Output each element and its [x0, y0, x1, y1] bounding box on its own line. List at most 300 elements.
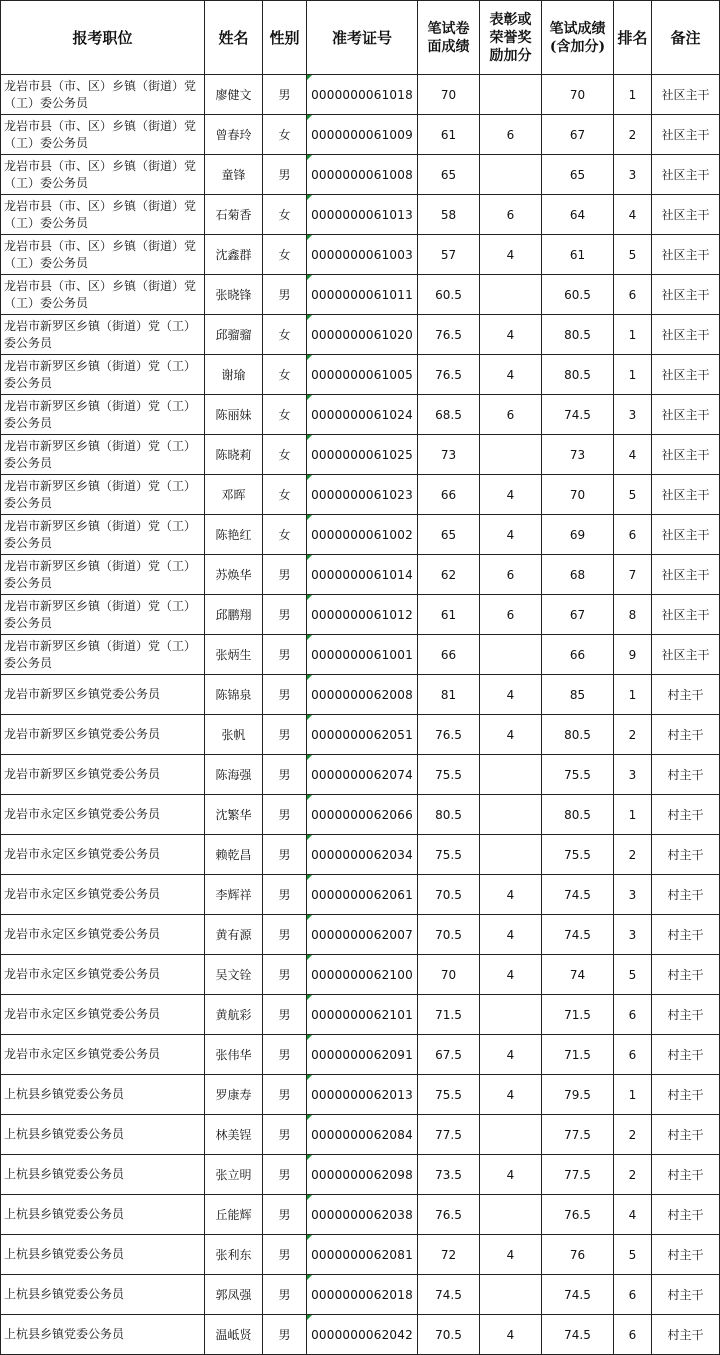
cell-total-score: 80.5: [542, 355, 614, 395]
cell-bonus: [480, 1275, 542, 1315]
cell-rank: 3: [614, 915, 652, 955]
cell-position: 龙岩市新罗区乡镇（街道）党（工）委公务员: [1, 435, 205, 475]
cell-position: 上杭县乡镇党委公务员: [1, 1115, 205, 1155]
ticket-number: 0000000061013: [311, 207, 413, 222]
cell-position: 龙岩市县（市、区）乡镇（街道）党（工）委公务员: [1, 115, 205, 155]
cell-written-score: 73.5: [418, 1155, 480, 1195]
cell-marker-icon: [307, 755, 312, 760]
cell-bonus: [480, 75, 542, 115]
cell-name: 黄航彩: [205, 995, 263, 1035]
cell-note: 社区主干: [652, 195, 720, 235]
cell-marker-icon: [307, 1155, 312, 1160]
table-row: [1, 875, 720, 915]
cell-name: 邱骝骝: [205, 315, 263, 355]
ticket-number: 0000000062013: [311, 1087, 413, 1102]
table-header: [1, 1, 720, 75]
table-row: [1, 395, 720, 435]
cell-rank: 5: [614, 1235, 652, 1275]
cell-position: 龙岩市永定区乡镇党委公务员: [1, 955, 205, 995]
cell-ticket: [307, 395, 418, 435]
cell-marker-icon: [307, 355, 312, 360]
cell-position: 龙岩市新罗区乡镇（街道）党（工）委公务员: [1, 635, 205, 675]
cell-total-score: 73: [542, 435, 614, 475]
cell-bonus: 4: [480, 955, 542, 995]
cell-marker-icon: [307, 635, 312, 640]
table-row: [1, 235, 720, 275]
cell-marker-icon: [307, 915, 312, 920]
cell-name: 廖健文: [205, 75, 263, 115]
ticket-number: 0000000062084: [311, 1127, 413, 1142]
table-row: [1, 835, 720, 875]
cell-total-score: 75.5: [542, 755, 614, 795]
cell-gender: 男: [263, 1075, 307, 1115]
cell-note: 社区主干: [652, 635, 720, 675]
table-row: [1, 1275, 720, 1315]
cell-marker-icon: [307, 555, 312, 560]
ticket-number: 0000000062018: [311, 1287, 413, 1302]
cell-position: 龙岩市新罗区乡镇（街道）党（工）委公务员: [1, 355, 205, 395]
cell-note: 村主干: [652, 1315, 720, 1355]
table-row: [1, 795, 720, 835]
cell-total-score: 80.5: [542, 315, 614, 355]
cell-bonus: 4: [480, 1235, 542, 1275]
cell-rank: 5: [614, 235, 652, 275]
cell-position: 上杭县乡镇党委公务员: [1, 1275, 205, 1315]
cell-written-score: 75.5: [418, 755, 480, 795]
cell-rank: 3: [614, 155, 652, 195]
cell-gender: 男: [263, 155, 307, 195]
cell-total-score: 85: [542, 675, 614, 715]
cell-total-score: 77.5: [542, 1155, 614, 1195]
header-rank: 排名: [614, 1, 652, 75]
cell-name: 陈晓莉: [205, 435, 263, 475]
cell-bonus: 4: [480, 715, 542, 755]
cell-marker-icon: [307, 595, 312, 600]
cell-gender: 男: [263, 715, 307, 755]
cell-ticket: [307, 435, 418, 475]
cell-written-score: 65: [418, 155, 480, 195]
cell-ticket: [307, 1235, 418, 1275]
cell-rank: 1: [614, 75, 652, 115]
cell-bonus: 6: [480, 555, 542, 595]
cell-written-score: 67.5: [418, 1035, 480, 1075]
cell-position: 龙岩市永定区乡镇党委公务员: [1, 1035, 205, 1075]
cell-rank: 1: [614, 1075, 652, 1115]
cell-written-score: 66: [418, 475, 480, 515]
cell-marker-icon: [307, 195, 312, 200]
cell-marker-icon: [307, 115, 312, 120]
cell-gender: 男: [263, 835, 307, 875]
cell-rank: 3: [614, 875, 652, 915]
cell-written-score: 73: [418, 435, 480, 475]
cell-bonus: [480, 635, 542, 675]
header-note: 备注: [652, 1, 720, 75]
cell-name: 陈艳红: [205, 515, 263, 555]
cell-ticket: [307, 1315, 418, 1355]
header-bonus: 表彰或荣誉奖励加分: [480, 1, 542, 75]
cell-marker-icon: [307, 235, 312, 240]
cell-rank: 1: [614, 795, 652, 835]
ticket-number: 0000000061018: [311, 87, 413, 102]
cell-position: 龙岩市县（市、区）乡镇（街道）党（工）委公务员: [1, 75, 205, 115]
cell-ticket: [307, 1195, 418, 1235]
cell-position: 龙岩市新罗区乡镇党委公务员: [1, 715, 205, 755]
cell-bonus: [480, 995, 542, 1035]
cell-marker-icon: [307, 395, 312, 400]
ticket-number: 0000000061008: [311, 167, 413, 182]
cell-bonus: [480, 435, 542, 475]
cell-gender: 女: [263, 355, 307, 395]
cell-note: 村主干: [652, 1155, 720, 1195]
cell-name: 陈海强: [205, 755, 263, 795]
cell-position: 龙岩市新罗区乡镇党委公务员: [1, 675, 205, 715]
header-position: 报考职位: [1, 1, 205, 75]
cell-marker-icon: [307, 715, 312, 720]
cell-marker-icon: [307, 155, 312, 160]
cell-marker-icon: [307, 275, 312, 280]
cell-note: 村主干: [652, 875, 720, 915]
ticket-number: 0000000061023: [311, 487, 413, 502]
header-name: 姓名: [205, 1, 263, 75]
cell-bonus: [480, 1195, 542, 1235]
cell-total-score: 69: [542, 515, 614, 555]
cell-bonus: [480, 155, 542, 195]
cell-gender: 男: [263, 755, 307, 795]
cell-written-score: 58: [418, 195, 480, 235]
table-row: [1, 595, 720, 635]
cell-position: 龙岩市新罗区乡镇（街道）党（工）委公务员: [1, 595, 205, 635]
table-row: [1, 155, 720, 195]
cell-marker-icon: [307, 1195, 312, 1200]
header-total: 笔试成绩(含加分): [542, 1, 614, 75]
cell-position: 龙岩市新罗区乡镇（街道）党（工）委公务员: [1, 475, 205, 515]
cell-marker-icon: [307, 475, 312, 480]
cell-ticket: [307, 635, 418, 675]
ticket-number: 0000000062091: [311, 1047, 413, 1062]
cell-ticket: [307, 555, 418, 595]
cell-position: 龙岩市新罗区乡镇（街道）党（工）委公务员: [1, 395, 205, 435]
cell-written-score: 70: [418, 75, 480, 115]
cell-note: 村主干: [652, 835, 720, 875]
cell-gender: 女: [263, 435, 307, 475]
cell-bonus: 6: [480, 395, 542, 435]
cell-marker-icon: [307, 435, 312, 440]
cell-total-score: 74: [542, 955, 614, 995]
cell-rank: 4: [614, 435, 652, 475]
cell-rank: 3: [614, 755, 652, 795]
cell-gender: 男: [263, 795, 307, 835]
cell-note: 社区主干: [652, 515, 720, 555]
cell-marker-icon: [307, 1235, 312, 1240]
cell-gender: 男: [263, 1115, 307, 1155]
cell-gender: 女: [263, 235, 307, 275]
cell-written-score: 71.5: [418, 995, 480, 1035]
cell-gender: 男: [263, 955, 307, 995]
cell-rank: 2: [614, 835, 652, 875]
cell-total-score: 76: [542, 1235, 614, 1275]
cell-bonus: 4: [480, 1155, 542, 1195]
cell-gender: 女: [263, 475, 307, 515]
cell-written-score: 65: [418, 515, 480, 555]
cell-position: 上杭县乡镇党委公务员: [1, 1315, 205, 1355]
cell-marker-icon: [307, 875, 312, 880]
cell-marker-icon: [307, 1075, 312, 1080]
cell-written-score: 62: [418, 555, 480, 595]
cell-position: 龙岩市新罗区乡镇（街道）党（工）委公务员: [1, 515, 205, 555]
cell-note: 村主干: [652, 1075, 720, 1115]
cell-written-score: 76.5: [418, 1195, 480, 1235]
cell-total-score: 74.5: [542, 875, 614, 915]
cell-position: 上杭县乡镇党委公务员: [1, 1075, 205, 1115]
cell-gender: 男: [263, 75, 307, 115]
cell-rank: 5: [614, 955, 652, 995]
cell-written-score: 70.5: [418, 875, 480, 915]
ticket-number: 0000000062008: [311, 687, 413, 702]
cell-rank: 6: [614, 1035, 652, 1075]
cell-bonus: 6: [480, 195, 542, 235]
cell-note: 社区主干: [652, 115, 720, 155]
cell-note: 村主干: [652, 1275, 720, 1315]
cell-ticket: [307, 1155, 418, 1195]
ticket-number: 0000000062074: [311, 767, 413, 782]
header-written: 笔试卷面成绩: [418, 1, 480, 75]
table-row: [1, 1035, 720, 1075]
cell-bonus: 4: [480, 515, 542, 555]
cell-name: 沈繁华: [205, 795, 263, 835]
cell-note: 社区主干: [652, 275, 720, 315]
ticket-number: 0000000061001: [311, 647, 413, 662]
cell-note: 社区主干: [652, 595, 720, 635]
cell-bonus: 4: [480, 235, 542, 275]
table-row: [1, 995, 720, 1035]
cell-bonus: 4: [480, 875, 542, 915]
ticket-number: 0000000061012: [311, 607, 413, 622]
table-row: [1, 675, 720, 715]
cell-note: 社区主干: [652, 315, 720, 355]
cell-gender: 男: [263, 875, 307, 915]
cell-gender: 男: [263, 595, 307, 635]
cell-name: 温岻贤: [205, 1315, 263, 1355]
ticket-number: 0000000061014: [311, 567, 413, 582]
table-row: [1, 355, 720, 395]
cell-written-score: 70.5: [418, 915, 480, 955]
cell-note: 社区主干: [652, 435, 720, 475]
cell-note: 村主干: [652, 795, 720, 835]
cell-total-score: 71.5: [542, 1035, 614, 1075]
table-row: [1, 1155, 720, 1195]
cell-note: 村主干: [652, 715, 720, 755]
cell-position: 龙岩市县（市、区）乡镇（街道）党（工）委公务员: [1, 275, 205, 315]
cell-marker-icon: [307, 675, 312, 680]
cell-total-score: 79.5: [542, 1075, 614, 1115]
ticket-number: 0000000061011: [311, 287, 413, 302]
cell-written-score: 66: [418, 635, 480, 675]
cell-written-score: 76.5: [418, 355, 480, 395]
cell-name: 邓晖: [205, 475, 263, 515]
table-row: [1, 515, 720, 555]
cell-name: 沈鑫群: [205, 235, 263, 275]
cell-total-score: 65: [542, 155, 614, 195]
ticket-number: 0000000061009: [311, 127, 413, 142]
cell-name: 李辉祥: [205, 875, 263, 915]
cell-note: 村主干: [652, 1035, 720, 1075]
cell-ticket: [307, 1075, 418, 1115]
cell-total-score: 71.5: [542, 995, 614, 1035]
table-row: [1, 1315, 720, 1355]
cell-written-score: 57: [418, 235, 480, 275]
cell-ticket: [307, 995, 418, 1035]
cell-rank: 6: [614, 515, 652, 555]
cell-rank: 1: [614, 355, 652, 395]
cell-written-score: 76.5: [418, 715, 480, 755]
cell-ticket: [307, 795, 418, 835]
ticket-number: 0000000062098: [311, 1167, 413, 1182]
table-row: [1, 75, 720, 115]
cell-gender: 男: [263, 635, 307, 675]
cell-rank: 6: [614, 275, 652, 315]
cell-gender: 男: [263, 1035, 307, 1075]
cell-position: 上杭县乡镇党委公务员: [1, 1155, 205, 1195]
cell-note: 村主干: [652, 955, 720, 995]
cell-total-score: 68: [542, 555, 614, 595]
cell-written-score: 61: [418, 115, 480, 155]
ticket-number: 0000000062101: [311, 1007, 413, 1022]
cell-rank: 8: [614, 595, 652, 635]
ticket-number: 0000000062038: [311, 1207, 413, 1222]
cell-note: 村主干: [652, 1115, 720, 1155]
cell-ticket: [307, 115, 418, 155]
cell-ticket: [307, 755, 418, 795]
cell-rank: 2: [614, 1155, 652, 1195]
cell-written-score: 60.5: [418, 275, 480, 315]
cell-name: 邱鹏翔: [205, 595, 263, 635]
cell-name: 张帆: [205, 715, 263, 755]
cell-total-score: 77.5: [542, 1115, 614, 1155]
cell-ticket: [307, 955, 418, 995]
cell-gender: 男: [263, 915, 307, 955]
cell-written-score: 68.5: [418, 395, 480, 435]
cell-name: 丘能辉: [205, 1195, 263, 1235]
cell-written-score: 70.5: [418, 1315, 480, 1355]
ticket-number: 0000000062034: [311, 847, 413, 862]
table-row: [1, 1235, 720, 1275]
cell-note: 社区主干: [652, 555, 720, 595]
table-row: [1, 475, 720, 515]
cell-name: 张晓锋: [205, 275, 263, 315]
table-row: [1, 635, 720, 675]
cell-name: 张立明: [205, 1155, 263, 1195]
cell-written-score: 61: [418, 595, 480, 635]
cell-position: 龙岩市永定区乡镇党委公务员: [1, 795, 205, 835]
cell-rank: 2: [614, 1115, 652, 1155]
cell-gender: 男: [263, 275, 307, 315]
cell-ticket: [307, 475, 418, 515]
ticket-number: 0000000062061: [311, 887, 413, 902]
cell-bonus: 6: [480, 115, 542, 155]
cell-gender: 女: [263, 315, 307, 355]
cell-name: 曾春玲: [205, 115, 263, 155]
table-row: [1, 315, 720, 355]
cell-name: 吴文铨: [205, 955, 263, 995]
cell-ticket: [307, 675, 418, 715]
cell-note: 社区主干: [652, 75, 720, 115]
ticket-number: 0000000061005: [311, 367, 413, 382]
cell-ticket: [307, 155, 418, 195]
ticket-number: 0000000061020: [311, 327, 413, 342]
cell-rank: 3: [614, 395, 652, 435]
cell-name: 郭凤强: [205, 1275, 263, 1315]
cell-ticket: [307, 355, 418, 395]
cell-total-score: 74.5: [542, 1275, 614, 1315]
cell-bonus: 4: [480, 1315, 542, 1355]
table-row: [1, 555, 720, 595]
ticket-number: 0000000061002: [311, 527, 413, 542]
cell-gender: 女: [263, 195, 307, 235]
cell-gender: 女: [263, 395, 307, 435]
cell-note: 村主干: [652, 1195, 720, 1235]
table-row: [1, 1195, 720, 1235]
cell-name: 张伟华: [205, 1035, 263, 1075]
cell-total-score: 60.5: [542, 275, 614, 315]
cell-note: 社区主干: [652, 475, 720, 515]
cell-position: 龙岩市永定区乡镇党委公务员: [1, 915, 205, 955]
cell-position: 上杭县乡镇党委公务员: [1, 1235, 205, 1275]
table-row: [1, 1075, 720, 1115]
cell-written-score: 75.5: [418, 835, 480, 875]
table-row: [1, 195, 720, 235]
cell-total-score: 61: [542, 235, 614, 275]
cell-bonus: [480, 795, 542, 835]
cell-note: 村主干: [652, 675, 720, 715]
cell-bonus: 4: [480, 355, 542, 395]
cell-marker-icon: [307, 835, 312, 840]
cell-total-score: 76.5: [542, 1195, 614, 1235]
ticket-number: 0000000062066: [311, 807, 413, 822]
cell-marker-icon: [307, 1115, 312, 1120]
cell-bonus: 6: [480, 595, 542, 635]
cell-rank: 7: [614, 555, 652, 595]
cell-ticket: [307, 875, 418, 915]
cell-rank: 9: [614, 635, 652, 675]
cell-ticket: [307, 1275, 418, 1315]
table-row: [1, 755, 720, 795]
cell-written-score: 72: [418, 1235, 480, 1275]
cell-gender: 男: [263, 1315, 307, 1355]
cell-gender: 男: [263, 995, 307, 1035]
table-body: [1, 75, 720, 1355]
ticket-number: 0000000061025: [311, 447, 413, 462]
cell-position: 上杭县乡镇党委公务员: [1, 1195, 205, 1235]
cell-ticket: [307, 715, 418, 755]
header-gender: 性别: [263, 1, 307, 75]
cell-total-score: 74.5: [542, 1315, 614, 1355]
cell-ticket: [307, 515, 418, 555]
cell-name: 赖乾昌: [205, 835, 263, 875]
cell-rank: 4: [614, 195, 652, 235]
cell-written-score: 81: [418, 675, 480, 715]
cell-bonus: [480, 755, 542, 795]
cell-bonus: [480, 1115, 542, 1155]
cell-rank: 2: [614, 115, 652, 155]
cell-ticket: [307, 1115, 418, 1155]
cell-rank: 6: [614, 995, 652, 1035]
cell-ticket: [307, 195, 418, 235]
cell-marker-icon: [307, 75, 312, 80]
cell-written-score: 76.5: [418, 315, 480, 355]
cell-gender: 女: [263, 515, 307, 555]
cell-marker-icon: [307, 315, 312, 320]
cell-marker-icon: [307, 955, 312, 960]
